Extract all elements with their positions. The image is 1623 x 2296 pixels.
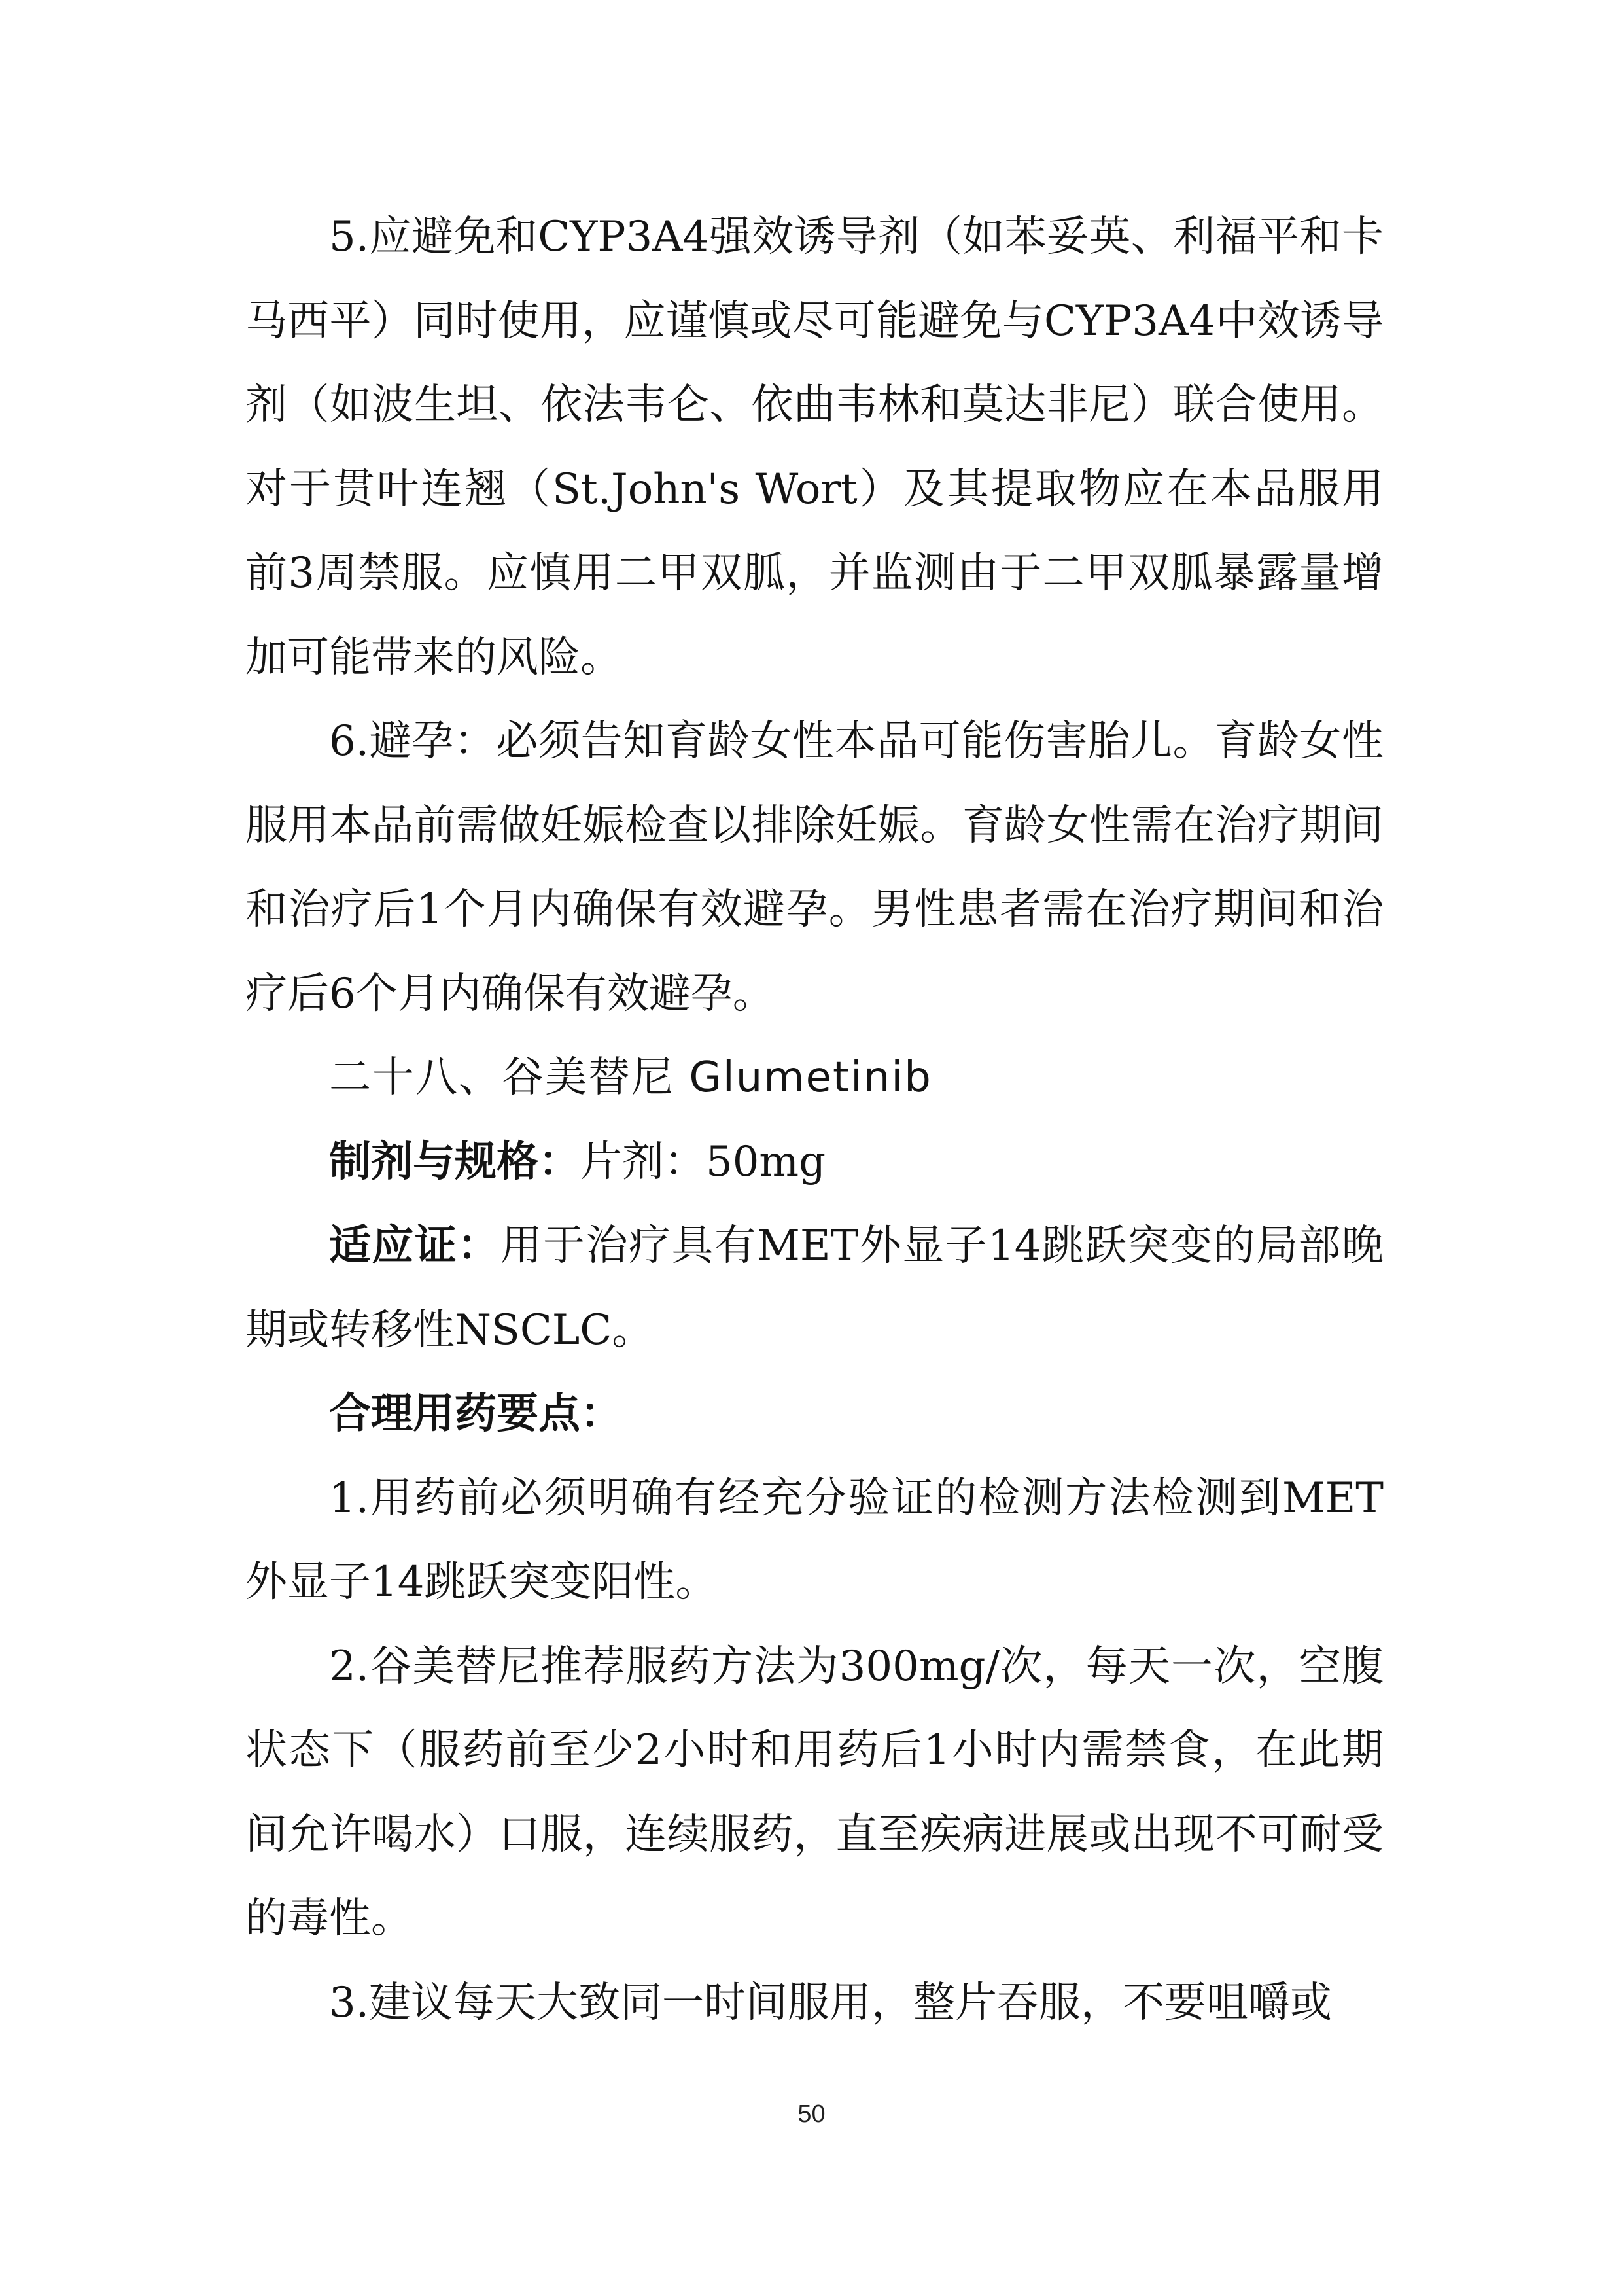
formulation-label: 制剂与规格：: [329, 1137, 580, 1186]
indication-line: [245, 1204, 1384, 1372]
drug-heading: 二十八、谷美替尼 Glumetinib: [329, 1053, 932, 1102]
formulation-line: [245, 1120, 1384, 1205]
key-point-2: 2.谷美替尼推荐服药方法为300mg/次，每天一次，空腹状态下（服药前至少2小时和用药后1小时内需禁食，在此期间允许喝水）口服，连续服药，直至疾病进展或出现不可耐受的毒性。: [245, 1642, 1384, 1943]
indication-label: 适应证：: [329, 1222, 500, 1270]
key-points-heading: 合理用药要点：: [329, 1390, 622, 1438]
page-number: 50: [797, 2100, 826, 2128]
key-point-1: 1.用药前必须明确有经充分验证的检测方法检测到MET外显子14跳跃突变阳性。: [245, 1474, 1384, 1606]
key-point-3: 3.建议每天大致同一时间服用，整片吞服，不要咀嚼或: [329, 1978, 1333, 2027]
paragraph-contraception: 6.避孕：必须告知育龄女性本品可能伤害胎儿。育龄女性服用本品前需做妊娠检查以排除妊娠。育龄女性需在治疗期间和治疗后1个月内确保有效避孕。男性患者需在治疗期间和治疗后6个月内确保有效避孕。: [245, 717, 1384, 1018]
paragraph-cyp3a4-inducers: 5.应避免和CYP3A4强效诱导剂（如苯妥英、利福平和卡马西平）同时使用，应谨慎或尽可能避免与CYP3A4中效诱导剂（如波生坦、依法韦仑、依曲韦林和莫达非尼）联合使用。对于贯叶连翘（St.John's Wort）及其提取物应在本品服用前3周禁服。应慎用二甲双胍，并监测由于二甲双胍暴露量增加可能带来的风险。: [245, 213, 1384, 682]
formulation-value: 片剂：50mg: [580, 1137, 826, 1186]
document-body: [245, 195, 1384, 2045]
indication-value: 用于治疗具有MET外显子14跳跃突变的局部晚期或转移性NSCLC。: [245, 1222, 1384, 1354]
